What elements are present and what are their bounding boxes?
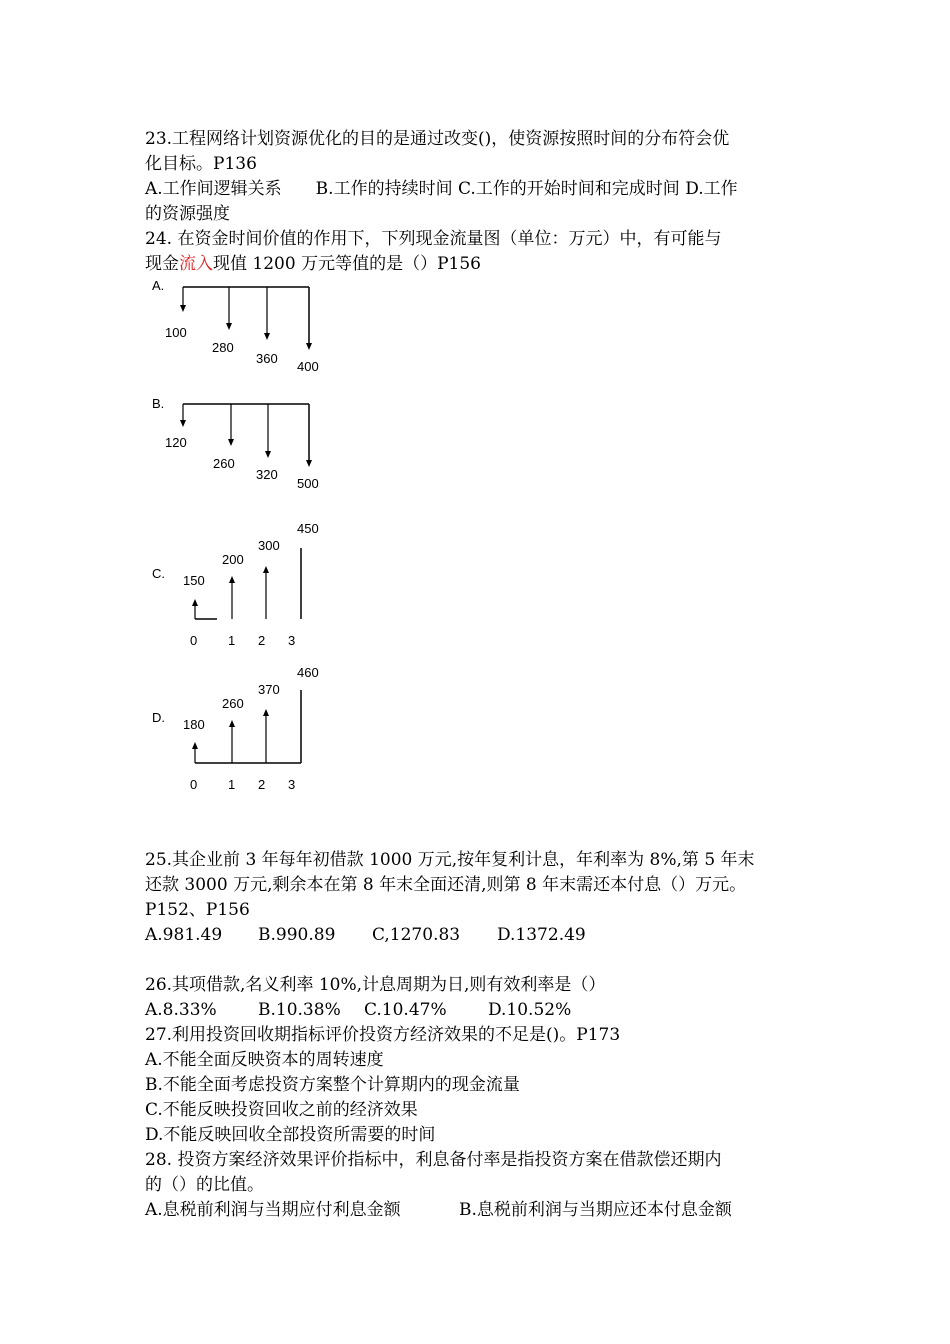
diagram-d-axis-0: 0: [190, 777, 198, 792]
diagram-d-label: D.: [152, 710, 165, 725]
q26-option-c: C.10.47%: [364, 1000, 447, 1020]
diagram-c-axis-1: 1: [228, 633, 236, 648]
cashflow-diagram-c: [145, 518, 345, 653]
q26-option-a: A.8.33%: [145, 1000, 217, 1020]
q24-line2: [145, 253, 481, 275]
q25-line1: 25.其企业前 3 年每年初借款 1000 万元,按年复利计息，年利率为 8%,第 5 年末: [145, 850, 755, 870]
q28-option-a: A.息税前利润与当期应付利息金额: [145, 1200, 401, 1220]
diagram-a-value-1: 280: [212, 340, 234, 355]
q23-line1: 23.工程网络计划资源优化的目的是通过改变()，使资源按照时间的分布符会优: [145, 129, 730, 149]
diagram-a-value-3: 400: [297, 359, 319, 374]
diagram-c-value-3: 450: [297, 521, 319, 536]
diagram-c-value-0: 150: [183, 573, 205, 588]
q24-line1: 24. 在资金时间价值的作用下，下列现金流量图（单位：万元）中，有可能与: [145, 229, 722, 249]
cashflow-diagram-a: [145, 275, 345, 380]
q26-option-b: B.10.38%: [258, 1000, 341, 1020]
q25-line3: P152、P156: [145, 900, 250, 920]
diagram-c-axis-0: 0: [190, 633, 198, 648]
cashflow-diagram-d: [145, 662, 345, 797]
q27-line1: 27.利用投资回收期指标评价投资方经济效果的不足是()。P173: [145, 1025, 621, 1045]
diagram-b-value-3: 500: [297, 476, 319, 491]
diagram-b-value-1: 260: [213, 456, 235, 471]
q25-option-b: B.990.89: [258, 925, 336, 945]
diagram-d-axis-2: 2: [258, 777, 266, 792]
q27-option-c: C.不能反映投资回收之前的经济效果: [145, 1100, 418, 1120]
diagram-b-value-0: 120: [165, 435, 187, 450]
diagram-b-value-2: 320: [256, 467, 278, 482]
diagram-a-value-0: 100: [165, 325, 187, 340]
q23-options-line: A.工作间逻辑关系 B.工作的持续时间 C.工作的开始时间和完成时间 D.工作: [145, 179, 738, 199]
diagram-c-axis-2: 2: [258, 633, 266, 648]
q26-line1: 26.其项借款,名义利率 10%,计息周期为日,则有效利率是（）: [145, 975, 606, 995]
q23-line4: 的资源强度: [145, 204, 230, 224]
diagram-d-value-0: 180: [183, 717, 205, 732]
q28-line1: 28. 投资方案经济效果评价指标中，利息备付率是指投资方案在借款偿还期内: [145, 1150, 722, 1170]
diagram-d-value-3: 460: [297, 665, 319, 680]
diagram-c-value-2: 300: [258, 538, 280, 553]
q27-option-a: A.不能全面反映资本的周转速度: [145, 1050, 384, 1070]
diagram-d-value-1: 260: [222, 696, 244, 711]
q23-line2: 化目标。P136: [145, 154, 257, 174]
q24-highlight-inflow: 流入: [179, 254, 213, 274]
q28-option-b: B.息税前利润与当期应还本付息金额: [459, 1200, 732, 1220]
q26-option-d: D.10.52%: [488, 1000, 572, 1020]
diagram-c-value-1: 200: [222, 552, 244, 567]
diagram-c-label: C.: [152, 566, 165, 581]
diagram-a-label: A.: [152, 278, 165, 293]
diagram-c-axis-3: 3: [288, 633, 296, 648]
diagram-b-label: B.: [152, 396, 165, 411]
q24-line2-pre: 现金: [145, 254, 179, 274]
cashflow-diagram-b: [145, 393, 345, 498]
q25-option-c: C,1270.83: [372, 925, 461, 945]
diagram-d-axis-1: 1: [228, 777, 236, 792]
q28-line2: 的（）的比值。: [145, 1175, 264, 1195]
diagram-d-value-2: 370: [258, 682, 280, 697]
diagram-d-axis-3: 3: [288, 777, 296, 792]
diagram-a-value-2: 360: [256, 351, 278, 366]
q25-option-a: A.981.49: [145, 925, 223, 945]
q27-option-b: B.不能全面考虑投资方案整个计算期内的现金流量: [145, 1075, 520, 1095]
q25-option-d: D.1372.49: [497, 925, 586, 945]
q24-line2-post: 现值 1200 万元等值的是（）P156: [213, 254, 481, 274]
q25-line2: 还款 3000 万元,剩余本在第 8 年末全面还清,则第 8 年末需还本付息（）万元。: [145, 875, 747, 895]
q27-option-d: D.不能反映回收全部投资所需要的时间: [145, 1125, 436, 1145]
